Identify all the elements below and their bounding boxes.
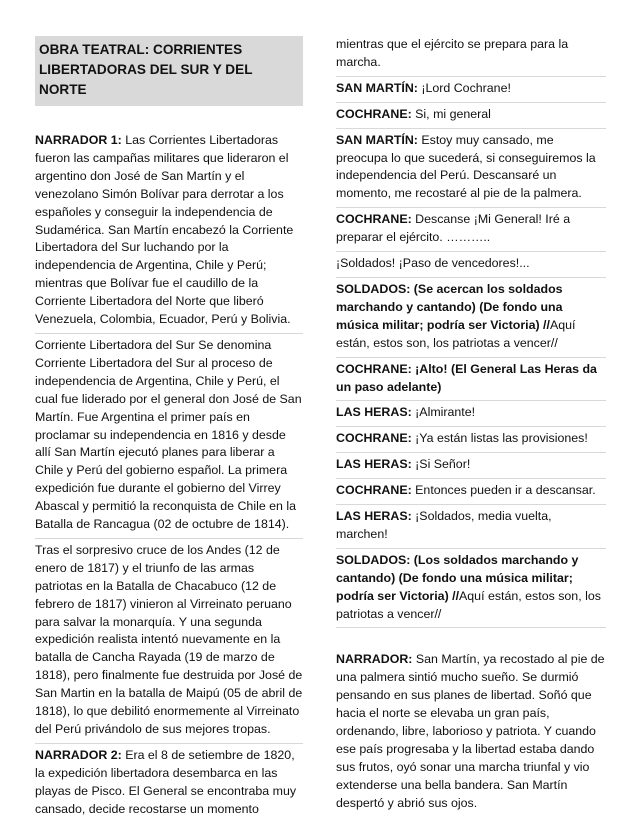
dialogue-line	[336, 361, 606, 402]
paragraph-text: Corriente Libertadora del Sur Se denomina Corriente Libertadora del Sur al proceso de independencia de Argentina, Chile y Perú, el cual fue liderado por el general don José de San Martín. Fue Argentina el primer país en proclamar su independencia en 1816 y desde allí San Martín ejecutó planes para liberar a Chile y Perú del gobierno español. La primera expedición fue durante el gobierno del Virrey Abascal y permitió la reconquista de Chile en la Batalla de Rancagua (02 de octubre de 1814).	[35, 337, 302, 532]
speaker-label: LAS HERAS:	[336, 509, 412, 524]
dialogue-line	[336, 508, 606, 549]
dialogue-text: ¡Soldados, media vuelta, marchen!	[336, 509, 552, 541]
dialogue-line	[336, 482, 606, 505]
dialogue-line	[336, 281, 606, 358]
dialogue-line	[336, 36, 606, 77]
dialogue-text: mientras que el ejército se prepara para la marcha.	[336, 37, 569, 69]
speaker-label: COCHRANE:	[336, 431, 412, 446]
dialogue-text: Si, mi general	[411, 106, 491, 121]
spacer	[336, 631, 606, 651]
speaker-label: SOLDADOS:	[336, 281, 411, 296]
speaker-label: SAN MARTÍN:	[336, 132, 418, 147]
dialogue-line	[336, 80, 606, 103]
paragraph	[35, 337, 303, 539]
right-column	[336, 36, 606, 820]
dialogue-line	[336, 651, 606, 816]
dialogue-line	[336, 132, 606, 209]
speaker-label: NARRADOR 1:	[35, 133, 122, 147]
speaker-label: SAN MARTÍN:	[336, 80, 418, 95]
dialogue-text: Entonces pueden ir a descansar.	[411, 483, 596, 498]
speaker-label: NARRADOR:	[336, 652, 413, 667]
speaker-label: COCHRANE:	[336, 361, 412, 376]
paragraph	[35, 132, 303, 334]
dialogue-line	[336, 552, 606, 629]
dialogue-text: Descanse ¡Mi General! Iré a preparar el ejército. ………..	[336, 212, 571, 245]
dialogue-text: ¡Soldados! ¡Paso de vencedores!...	[336, 256, 530, 271]
dialogue-text: ¡Almirante!	[411, 405, 476, 420]
dialogue-text: Aquí están, estos son, los patriotas a vencer//	[336, 588, 601, 621]
dialogue-text: San Martín, ya recostado al pie de una palmera sintió mucho sueño. Se durmió pensando en sus planes de libertad. Soñó que hacia el norte se elevaba un gran país, ordenando, libre, laborioso y patriota. Y cuando ese país progresaba y la libertad estaba dando sus frutos, oyó sonar una marcha triunfal y vio extenderse una bella bandera. San Martín despertó y abrió sus ojos.	[336, 652, 605, 810]
dialogue-line	[336, 430, 606, 453]
speaker-label: COCHRANE:	[336, 106, 412, 121]
dialogue-line	[336, 255, 606, 278]
paragraph	[35, 747, 303, 823]
paragraph	[35, 542, 303, 744]
dialogue-text: ¡Si Señor!	[411, 457, 471, 472]
speaker-label: LAS HERAS:	[336, 405, 412, 420]
dialogue-text: Aquí están, estos son, los patriotas a vencer//	[336, 317, 576, 350]
dialogue-text: Estoy muy cansado, me preocupa lo que sucederá, si conseguiremos la independencia del Perú. Descansaré un momento, me recostaré al pie de la palmera.	[336, 132, 596, 201]
speaker-label: LAS HERAS:	[336, 457, 412, 472]
stage-direction: (Se acercan los soldados marchando y cantando) (De fondo una música militar; podría ser Victoria) //	[336, 281, 563, 332]
stage-direction: (Los soldados marchando y cantando) (De fondo una música militar; podría ser Victoria) //	[336, 552, 579, 603]
stage-direction: ¡Alto! (El General Las Heras da un paso adelante)	[336, 361, 597, 394]
paragraph-text: Tras el sorpresivo cruce de los Andes (12 de enero de 1817) y el triunfo de las armas patriotas en la Batalla de Chacabuco (12 de febrero de 1817) vinieron al Virreinato peruano para salvar la monarquía. Y una segunda expedición realista intentó nuevamente en la batalla de Cancha Rayada (19 de marzo de 1818), pero finalmente fue destruida por José de San Martin en la batalla de Maipú (05 de abril de 1818), lo que debilitó enormemente al Virreinato del Perú privándolo de sus mejores tropas.	[35, 542, 303, 736]
dialogue-line	[336, 211, 606, 252]
paragraph-text: Las Corrientes Libertadoras fueron las campañas militares que lideraron el argentino don José de San Martín y el venezolano Simón Bolívar para derrotar a los españoles y conseguir la independencia de Sudamérica. San Martín encabezó la Corriente Libertadora del Sur luchando por la independencia de Argentina, Chile y Perú; mientras que Bolívar fue el caudillo de la Corriente Libertadora del Norte que liberó Venezuela, Colombia, Ecuador, Perú y Bolivia.	[35, 133, 294, 327]
left-column	[35, 36, 303, 826]
speaker-label: COCHRANE:	[336, 483, 412, 498]
dialogue-line	[336, 106, 606, 129]
document-title: OBRA TEATRAL: CORRIENTES LIBERTADORAS DEL SUR Y DEL NORTE	[35, 36, 303, 106]
dialogue-text: ¡Ya están listas las provisiones!	[411, 431, 588, 446]
speaker-label: NARRADOR 2:	[35, 747, 122, 762]
dialogue-text: ¡Lord Cochrane!	[417, 80, 511, 95]
dialogue-line	[336, 404, 606, 427]
speaker-label: COCHRANE:	[336, 212, 412, 227]
speaker-label: SOLDADOS:	[336, 552, 411, 567]
paragraph-text: Era el 8 de setiembre de 1820, la expedición libertadora desembarca en las playas de Pisco. El General se encontraba muy cansado, decide recostarse un momento	[35, 747, 297, 816]
dialogue-line	[336, 456, 606, 479]
